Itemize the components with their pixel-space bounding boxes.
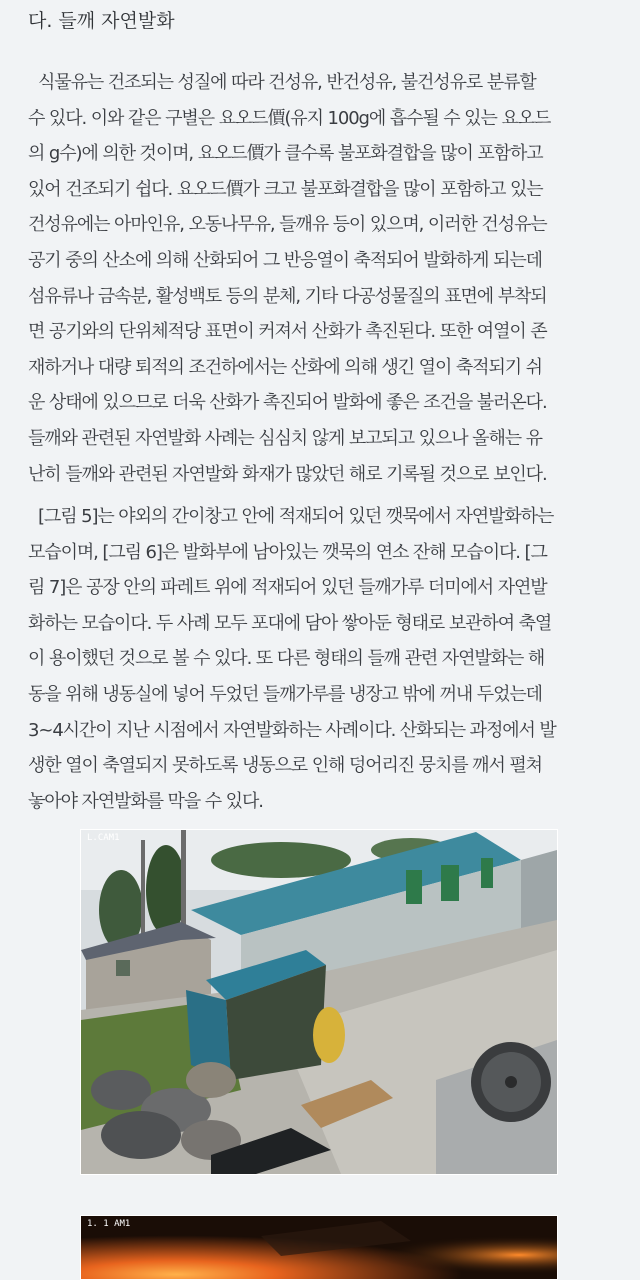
outdoor-storage-scene [81,830,557,1174]
paragraph-1-line: 재하거나 대량 퇴적의 조건하에서는 산화에 의해 생긴 열이 축적되기 쉬 [28,356,542,378]
cam-label: 1. 1 AM1 [87,1219,131,1229]
fire-scene [81,1216,557,1280]
paragraph-2-line: 림 7]은 공장 안의 파레트 위에 적재되어 있던 들깨가루 더미에서 자연발 [28,577,547,599]
paragraph-1-line: 운 상태에 있으므로 더욱 산화가 촉진되어 발화에 좋은 조건을 불러온다. [28,392,547,414]
paragraph-2-line: [그림 5]는 야외의 간이창고 안에 적재되어 있던 깻묵에서 자연발화하는 [38,506,554,527]
paragraph-2-line: 놓아야 자연발화를 막을 수 있다. [28,790,263,812]
cam-label: L.CAM1 [87,833,120,843]
paragraph-1-line: 섬유류나 금속분, 활성백토 등의 분체, 기타 다공성물질의 표면에 부착되 [28,285,547,307]
paragraph-2-line: 동을 위해 냉동실에 넣어 두었던 들깨가루를 냉장고 밖에 꺼내 두었는데 [28,683,542,705]
paragraph-1-line: 공기 중의 산소에 의해 산화되어 그 반응열이 축적되어 발화하게 되는데 [28,249,542,271]
paragraph-1-line: 면 공기와의 단위체적당 표면이 커져서 산화가 촉진된다. 또한 여열이 존 [28,321,547,343]
paragraph-1-line: 건성유에는 아마인유, 오동나무유, 들깨유 등이 있으며, 이러한 건성유는 [28,214,547,236]
section-title: 다. 들깨 자연발화 [28,10,175,32]
paragraph-1-line: 들깨와 관련된 자연발화 사례는 심심치 않게 보고되고 있으나 올해는 유 [28,427,542,449]
paragraph-1-line: 식물유는 건조되는 성질에 따라 건성유, 반건성유, 불건성유로 분류할 [38,72,536,93]
paragraph-1-line: 수 있다. 이와 같은 구별은 요오드價(유지 100g에 흡수될 수 있는 요오드 [28,107,551,129]
paragraph-1-line: 난히 들깨와 관련된 자연발화 화재가 많았던 해로 기록될 것으로 보인다. [28,463,547,485]
paragraph-2 [28,499,618,819]
paragraph-1-line: 있어 건조되기 쉽다. 요오드價가 크고 불포화결합을 많이 포함하고 있는 [28,178,543,200]
paragraph-2-line: 생한 열이 축열되지 못하도록 냉동으로 인해 덩어리진 뭉치를 깨서 펼쳐 [28,755,542,777]
paragraph-2-line: 화하는 모습이다. 두 사례 모두 포대에 담아 쌓아둔 형태로 보관하여 축열 [28,612,552,634]
paragraph-2-line: 3~4시간이 지난 시점에서 자연발화하는 사례이다. 산화되는 과정에서 발 [28,719,556,741]
paragraph-2-line: 모습이며, [그림 6]은 발화부에 남아있는 깻묵의 연소 잔해 모습이다. [그 [28,541,547,563]
paragraph-2-line: 이 용이했던 것으로 볼 수 있다. 또 다른 형태의 들깨 관련 자연발화는 해 [28,648,545,670]
paragraph-1-line: 의 g수)에 의한 것이며, 요오드價가 클수록 불포화결합을 많이 포함하고 [28,143,543,165]
paragraph-1 [28,65,618,492]
figure-photo-fire [80,1215,558,1280]
figure-photo-outdoor-storage [80,829,558,1175]
